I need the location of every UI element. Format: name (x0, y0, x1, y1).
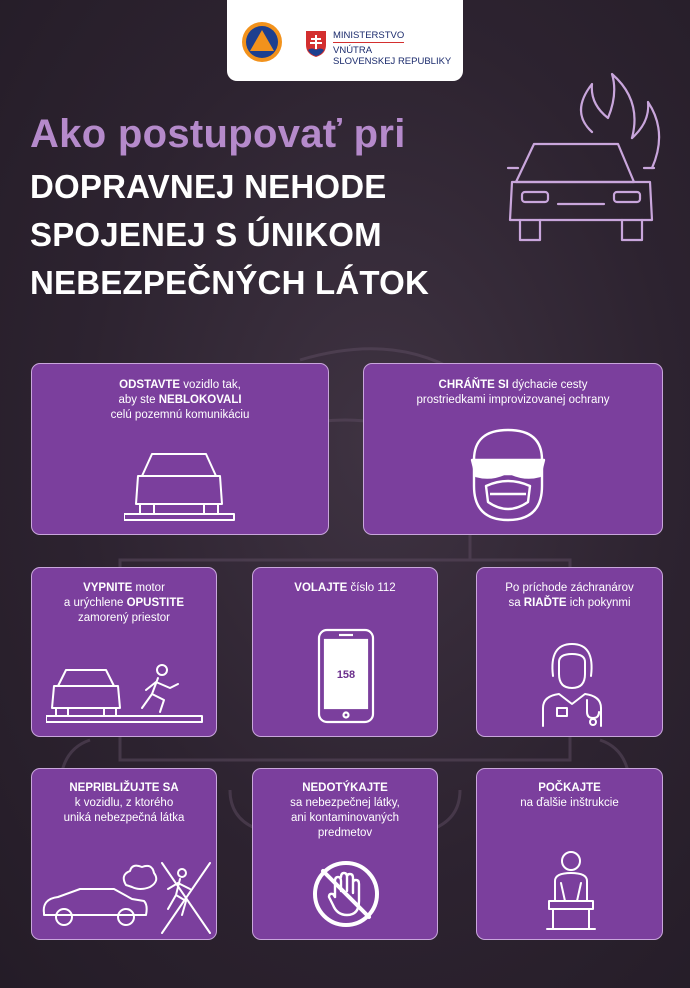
card-protect-airways (363, 363, 663, 535)
card-park-text2: aby ste (118, 394, 159, 406)
card-engine-off (31, 567, 217, 737)
card-touch-bold1: NEDOTÝKAJTE (302, 782, 388, 794)
card-park-text1: vozidlo tak, (180, 379, 241, 391)
no-touch-icon (311, 859, 381, 929)
ministry-line3: SLOVENSKEJ REPUBLIKY (333, 56, 452, 67)
car-parked-icon (124, 450, 244, 522)
logo-bar (227, 0, 463, 81)
card-protect-text2: prostriedkami improvizovanej ochrany (416, 394, 610, 406)
car-fire-icon (500, 72, 670, 247)
card-rescuers-text2: sa (508, 597, 524, 609)
card-park-vehicle (31, 363, 329, 535)
card-wait (476, 768, 663, 940)
card-touch-text3: predmetov (317, 827, 373, 839)
title-intro: Ako postupovať pri (30, 112, 406, 156)
card-follow-rescuers (476, 567, 663, 737)
card-rescuers-text3: ich pokynmi (566, 597, 631, 609)
card-wait-text1: na ďalšie inštrukcie (520, 797, 619, 809)
medic-icon (539, 638, 605, 728)
card-wait-bold1: POČKAJTE (538, 782, 601, 794)
ministry-line2: VNÚTRA (333, 45, 373, 56)
slovak-crest-logo (305, 30, 327, 58)
card-park-bold2: NEBLOKOVALI (158, 394, 242, 406)
card-engine-text2: a urýchlene (63, 597, 127, 609)
civil-protection-logo (241, 21, 283, 63)
card-engine-bold2: OPUSTITE (126, 597, 185, 609)
card-protect-bold1: CHRÁŇTE SI (438, 379, 509, 391)
card-rescuers-bold1: RIAĎTE (523, 597, 567, 609)
card-rescuers-text1: Po príchode záchranárov (505, 582, 634, 594)
card-park-text3: celú pozemnú komunikáciu (110, 409, 250, 421)
ministry-line1: MINISTERSTVO (333, 30, 405, 41)
no-approach-icon (40, 861, 214, 937)
card-protect-text1: dýchacie cesty (508, 379, 588, 391)
person-running-icon (46, 664, 206, 728)
card-call-text1: číslo 112 (347, 582, 396, 594)
card-engine-text3: zamorený priestor (77, 612, 171, 624)
card-touch-text2: ani kontaminovaných (290, 812, 400, 824)
card-call-bold1: VOLAJTE (294, 582, 348, 594)
card-engine-text1: motor (132, 582, 165, 594)
card-call-112 (252, 567, 438, 737)
title-line-3: NEBEZPEČNÝCH LÁTOK (30, 264, 430, 301)
title-line-2: SPOJENEJ S ÚNIKOM (30, 216, 382, 253)
face-mask-icon (468, 426, 548, 524)
phone-screen-number: 158 (336, 669, 356, 681)
card-approach-bold1: NEPRIBLIŽUJTE SA (69, 782, 179, 794)
card-engine-bold1: VYPNITE (83, 582, 133, 594)
title-line-1: DOPRAVNEJ NEHODE (30, 168, 387, 205)
card-approach-text1: k vozidlu, z ktorého (74, 797, 174, 809)
card-touch-text1: sa nebezpečnej látky, (290, 797, 400, 809)
sitting-person-icon (543, 849, 599, 931)
ministry-name (333, 30, 451, 67)
card-park-bold1: ODSTAVTE (119, 379, 181, 391)
card-no-approach (31, 768, 217, 940)
card-no-touch (252, 768, 438, 940)
card-approach-text2: uniká nebezpečná látka (63, 812, 185, 824)
